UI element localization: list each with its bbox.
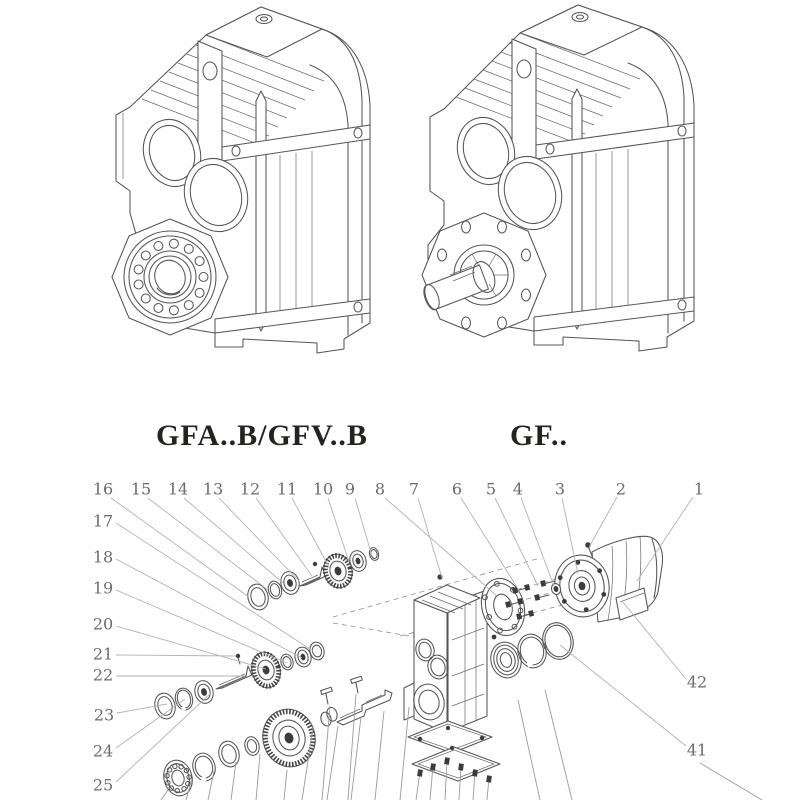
gearbox-solid-shaft-drawing — [422, 5, 694, 351]
callout-number-3: 3 — [554, 479, 566, 499]
callout-number-8: 8 — [374, 479, 386, 499]
callout-number-5: 5 — [485, 479, 497, 499]
intermediate-shaft-assembly — [152, 640, 326, 721]
callout-number-15: 15 — [130, 479, 152, 499]
callout-number-10: 10 — [312, 479, 334, 499]
leader-line-5 — [495, 498, 538, 586]
callout-number-11: 11 — [276, 479, 298, 499]
cutoff-line-10 — [375, 711, 384, 800]
callout-number-17: 17 — [92, 511, 114, 531]
cutoff-line-5 — [256, 754, 260, 800]
seal-ring — [539, 619, 578, 663]
leader-line-41 — [560, 645, 686, 746]
output-bearing — [487, 639, 525, 682]
leader-line-4 — [521, 498, 554, 586]
leader-line-7 — [418, 498, 442, 578]
center-rib — [256, 91, 266, 331]
callout-number-2: 2 — [615, 479, 627, 499]
cutoff-line-15 — [545, 690, 572, 800]
leader-line-6 — [461, 498, 520, 592]
callout-number-16: 16 — [92, 479, 114, 499]
exploded-parts-diagram — [93, 480, 762, 800]
output-shaft-assembly — [160, 676, 392, 799]
callout-number-25: 25 — [92, 775, 114, 795]
cutoff-line-16 — [700, 763, 762, 800]
callout-number-20: 20 — [92, 614, 114, 634]
ball-bearing — [160, 757, 196, 799]
leader-line-9 — [355, 498, 372, 556]
leader-line-2 — [589, 497, 617, 547]
leader-lines — [111, 497, 693, 782]
cutoff-line-14 — [518, 700, 540, 800]
input-shaft-assembly — [245, 547, 380, 613]
motor-bolt — [586, 543, 592, 556]
key-2 — [351, 676, 363, 693]
leader-line-10 — [328, 498, 349, 562]
oil-plug — [256, 15, 272, 24]
cutoff-line-9 — [351, 717, 361, 800]
cutoff-line-11 — [400, 707, 409, 800]
intermediate-gear — [248, 649, 284, 691]
cutoff-line-13 — [348, 694, 356, 800]
cutoff-line-4 — [231, 762, 236, 800]
leader-line-14 — [184, 498, 283, 583]
cutoff-line-6 — [284, 770, 287, 800]
callout-number-13: 13 — [202, 479, 224, 499]
leader-line-18 — [116, 559, 302, 658]
cutoff-line-8 — [327, 726, 338, 800]
oil-plug — [572, 13, 588, 22]
figure-label-right: GF.. — [510, 419, 568, 452]
callout-number-41: 41 — [686, 740, 708, 760]
callout-number-6: 6 — [451, 479, 463, 499]
callout-number-9: 9 — [344, 479, 356, 499]
leader-line-42 — [622, 601, 686, 679]
callout-number-4: 4 — [512, 479, 524, 499]
leader-line-12 — [256, 498, 312, 576]
gasket-plates — [408, 721, 500, 800]
key-1 — [321, 687, 333, 704]
leader-line-13 — [219, 498, 299, 581]
leader-line-11 — [292, 498, 330, 569]
motor — [550, 536, 662, 622]
callout-number-24: 24 — [92, 741, 114, 761]
callout-number-12: 12 — [239, 479, 261, 499]
leader-line-20 — [116, 626, 266, 669]
callout-number-14: 14 — [167, 479, 189, 499]
center-rib — [572, 89, 582, 329]
callout-number-23: 23 — [93, 705, 115, 725]
input-pinion — [300, 567, 326, 586]
leader-line-24 — [116, 699, 185, 748]
output-flange — [422, 213, 546, 337]
callout-number-19: 19 — [92, 578, 114, 598]
leader-line-15 — [148, 498, 268, 590]
leader-line-16 — [111, 498, 249, 597]
output-shaft-part — [337, 690, 392, 725]
callout-number-21: 21 — [92, 644, 114, 664]
callout-number-1: 1 — [693, 479, 705, 499]
callout-number-22: 22 — [92, 665, 114, 685]
callout-number-7: 7 — [408, 479, 420, 499]
gearbox-foot-mount-drawing — [112, 7, 370, 353]
callout-number-18: 18 — [92, 547, 114, 567]
cutoff-line-1 — [161, 790, 168, 800]
leader-line-8 — [385, 498, 497, 596]
callout-number-42: 42 — [686, 672, 708, 692]
figure-label-left: GFA..B/GFV..B — [156, 419, 368, 452]
